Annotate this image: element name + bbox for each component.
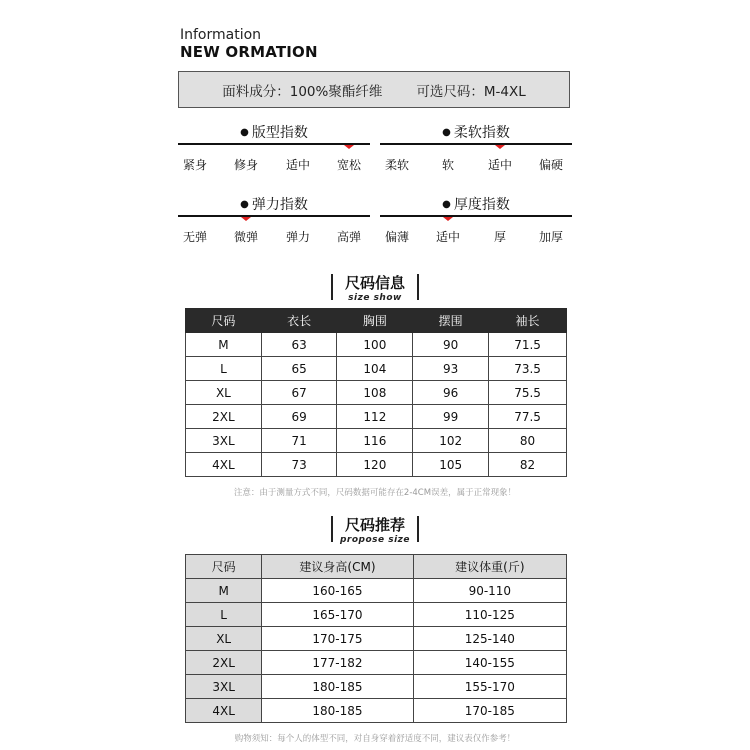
table-header-cell: 尺码 xyxy=(186,555,262,579)
table-cell: 165-170 xyxy=(262,603,413,627)
index-label: 适中 xyxy=(285,158,310,172)
table-cell: 170-175 xyxy=(262,627,413,651)
table-cell: 77.5 xyxy=(489,405,567,429)
index-block xyxy=(380,122,572,174)
fabric-sizes: 可选尺码：M-4XL xyxy=(416,83,526,100)
index-title-text: 版型指数 xyxy=(251,125,308,141)
table-row xyxy=(186,651,567,675)
table-cell: 125-140 xyxy=(413,627,566,651)
table-cell: 104 xyxy=(337,357,413,381)
table-cell: 69 xyxy=(261,405,337,429)
size-info-title-en: size show xyxy=(348,293,402,303)
table-row xyxy=(186,579,567,603)
size-info-note: 注意：由于测量方式不同，尺码数据可能存在2-4CM误差，属于正常现象！ xyxy=(233,488,517,498)
table-cell: 73 xyxy=(261,453,337,477)
table-cell: XL xyxy=(186,381,262,405)
table-cell: 63 xyxy=(261,333,337,357)
table-cell: 71 xyxy=(261,429,337,453)
table-cell: 180-185 xyxy=(262,699,413,723)
index-label: 厚 xyxy=(493,230,506,244)
index-label: 宽松 xyxy=(336,158,361,172)
table-row xyxy=(186,603,567,627)
size-info-title-cn: 尺码信息 xyxy=(344,274,405,292)
table-header-cell: 建议体重(斤) xyxy=(413,555,566,579)
table-row xyxy=(186,627,567,651)
table-cell: 3XL xyxy=(186,429,262,453)
table-cell: M xyxy=(186,333,262,357)
index-label: 软 xyxy=(441,158,454,172)
table-cell: 140-155 xyxy=(413,651,566,675)
bullet-icon: ● xyxy=(240,199,249,210)
title-bar-right xyxy=(417,274,419,300)
fabric-material: 面料成分：100%聚酯纤维 xyxy=(222,83,383,100)
table-cell: 116 xyxy=(337,429,413,453)
index-marker xyxy=(241,217,251,221)
index-title-text: 厚度指数 xyxy=(453,197,510,213)
table-header-cell: 袖长 xyxy=(489,309,567,333)
index-block xyxy=(380,194,572,246)
table-cell: 75.5 xyxy=(489,381,567,405)
index-label: 柔软 xyxy=(384,158,409,172)
table-cell: 80 xyxy=(489,429,567,453)
size-info-title xyxy=(325,272,425,303)
index-label: 适中 xyxy=(487,158,512,172)
index-label: 适中 xyxy=(435,230,460,244)
table-cell: 3XL xyxy=(186,675,262,699)
index-marker xyxy=(344,145,354,149)
size-rec-title-cn: 尺码推荐 xyxy=(344,516,405,534)
index-label: 加厚 xyxy=(538,230,563,244)
table-cell: 160-165 xyxy=(262,579,413,603)
table-row xyxy=(186,333,567,357)
bullet-icon: ● xyxy=(240,127,249,138)
index-title xyxy=(380,122,572,142)
table-cell: 120 xyxy=(337,453,413,477)
table-cell: 73.5 xyxy=(489,357,567,381)
table-cell: M xyxy=(186,579,262,603)
index-scale-bar xyxy=(380,215,572,217)
index-scale-bar xyxy=(380,143,572,145)
table-row xyxy=(186,699,567,723)
table-cell: 96 xyxy=(413,381,489,405)
table-cell: 2XL xyxy=(186,651,262,675)
index-label: 偏硬 xyxy=(538,158,563,172)
table-cell: 105 xyxy=(413,453,489,477)
table-cell: 90-110 xyxy=(413,579,566,603)
index-marker xyxy=(443,217,453,221)
index-label: 微弹 xyxy=(233,230,258,244)
table-cell: 108 xyxy=(337,381,413,405)
table-header-cell: 胸围 xyxy=(337,309,413,333)
table-cell: 71.5 xyxy=(489,333,567,357)
table-cell: 4XL xyxy=(186,453,262,477)
table-cell: 90 xyxy=(413,333,489,357)
table-row xyxy=(186,675,567,699)
table-cell: 177-182 xyxy=(262,651,413,675)
bullet-icon: ● xyxy=(442,127,451,138)
table-row xyxy=(186,429,567,453)
table-cell: 155-170 xyxy=(413,675,566,699)
table-header-row xyxy=(186,555,567,579)
size-rec-table xyxy=(185,554,567,723)
size-rec-title xyxy=(325,514,425,545)
index-label: 弹力 xyxy=(285,230,310,244)
table-cell: L xyxy=(186,603,262,627)
title-bar-left xyxy=(331,274,333,300)
index-title-text: 弹力指数 xyxy=(251,197,308,213)
table-cell: 102 xyxy=(413,429,489,453)
table-cell: 4XL xyxy=(186,699,262,723)
fabric-info-box xyxy=(178,71,570,108)
table-row xyxy=(186,453,567,477)
table-cell: L xyxy=(186,357,262,381)
table-cell: 170-185 xyxy=(413,699,566,723)
index-label: 无弹 xyxy=(182,230,207,244)
index-title xyxy=(380,194,572,214)
index-label: 紧身 xyxy=(182,158,207,172)
title-bar-right xyxy=(417,516,419,542)
index-block xyxy=(178,122,370,174)
table-cell: 67 xyxy=(261,381,337,405)
table-cell: 93 xyxy=(413,357,489,381)
title-bar-left xyxy=(331,516,333,542)
table-header-row xyxy=(186,309,567,333)
table-header-cell: 衣长 xyxy=(261,309,337,333)
table-cell: 180-185 xyxy=(262,675,413,699)
header-subtitle: Information xyxy=(180,27,262,43)
index-marker xyxy=(495,145,505,149)
table-cell: 110-125 xyxy=(413,603,566,627)
table-row xyxy=(186,381,567,405)
header-title: NEW ORMATION xyxy=(180,43,318,61)
table-cell: 2XL xyxy=(186,405,262,429)
index-block xyxy=(178,194,370,246)
index-scale-bar xyxy=(178,215,370,217)
table-cell: XL xyxy=(186,627,262,651)
table-row xyxy=(186,405,567,429)
table-cell: 99 xyxy=(413,405,489,429)
index-scale-bar xyxy=(178,143,370,145)
table-cell: 112 xyxy=(337,405,413,429)
bullet-icon: ● xyxy=(442,199,451,210)
table-cell: 65 xyxy=(261,357,337,381)
index-title-text: 柔软指数 xyxy=(453,125,510,141)
index-label: 高弹 xyxy=(336,230,361,244)
table-header-cell: 摆围 xyxy=(413,309,489,333)
size-info-table xyxy=(185,308,567,477)
size-rec-title-en: propose size xyxy=(339,535,411,545)
index-title xyxy=(178,194,370,214)
index-title xyxy=(178,122,370,142)
table-header-cell: 尺码 xyxy=(186,309,262,333)
index-label: 偏薄 xyxy=(384,230,409,244)
table-cell: 82 xyxy=(489,453,567,477)
size-rec-note: 购物须知：每个人的体型不同，对自身穿着舒适度不同，建议表仅作参考！ xyxy=(234,734,516,744)
table-header-cell: 建议身高(CM) xyxy=(262,555,413,579)
table-cell: 100 xyxy=(337,333,413,357)
index-label: 修身 xyxy=(233,158,258,172)
table-row xyxy=(186,357,567,381)
